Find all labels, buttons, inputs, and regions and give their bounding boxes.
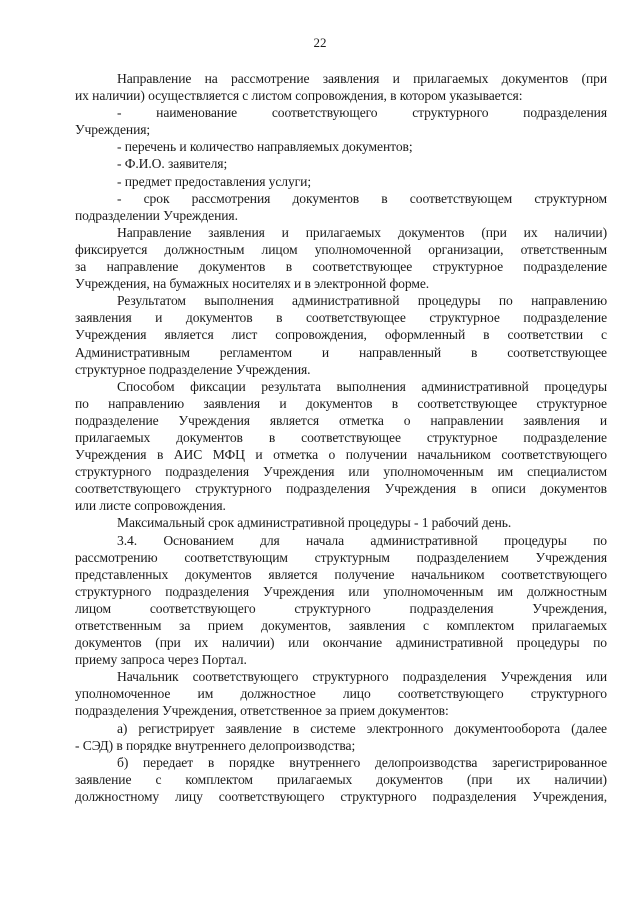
text-line: подразделении Учреждения. [75,207,238,223]
text-line: за направление документов в соответствующее структурное подразделение [75,259,607,275]
text-line: Начальник соответствующего структурного подразделения Учреждения или [117,669,607,685]
text-line: рассмотрению соответствующим структурным подразделением Учреждения [75,549,607,565]
text-line: по направлению заявления и документов в соответствующее структурное [75,395,607,411]
text-line: структурного подразделения Учреждения или уполномоченным им специалистом [75,464,607,480]
text-line: Способом фиксации результата выполнения административной процедуры [117,378,607,394]
text-line: документов (при их наличии) или окончание административной процедуры по [75,635,607,651]
text-line: Учреждения; [75,122,151,138]
text-line: Учреждения является лист сопровождения, оформленный в соответствии с [75,327,607,343]
text-line: - наименование соответствующего структурного подразделения [117,105,607,121]
text-line: представленных документов является получение начальником соответствующего [75,566,607,582]
text-line: соответствующего структурного подразделения Учреждения в описи документов [75,481,607,497]
text-line: фиксируется должностным лицом уполномоченной организации, ответственным [75,241,607,257]
text-line: лицом соответствующего структурного подразделения Учреждения, [75,600,607,616]
text-line: уполномоченное им должностное лицо соответствующего структурного [75,686,607,702]
text-line: ответственным за прием документов, заявления с комплектом прилагаемых [75,618,607,633]
document-body [75,70,607,805]
text-line: Учреждения в АИС МФЦ и отметка о получении начальником соответствующего [75,447,607,463]
text-line: 3.4. Основанием для начала административной процедуры по [117,532,607,548]
text-line: структурное подразделение Учреждения. [75,361,311,377]
text-line: подразделения Учреждения, ответственное за прием документов: [75,703,449,719]
text-line: структурного подразделения Учреждения или уполномоченным им должностным [75,583,607,599]
text-line: заявления и документов в соответствующее структурное подразделение [75,310,607,326]
text-line: заявление с комплектом прилагаемых документов (при их наличии) [75,771,607,787]
text-line: а) регистрирует заявление в системе электронного документооборота (далее [117,720,607,736]
text-line: должностному лицу соответствующего структурного подразделения Учреждения, [75,788,607,804]
text-line: Максимальный срок административной процедуры - 1 рабочий день. [117,515,512,531]
text-line: Направление заявления и прилагаемых документов (при их наличии) [117,224,607,240]
text-line: - перечень и количество направляемых документов; [117,139,413,155]
text-line: Результатом выполнения административной процедуры по направлению [117,293,607,309]
text-line: - предмет предоставления услуги; [117,173,311,189]
text-line: Учреждения, на бумажных носителях и в электронной форме. [75,276,430,292]
text-line: приему запроса через Портал. [75,652,247,668]
page-number: 22 [313,35,327,50]
text-line: - срок рассмотрения документов в соответствующем структурном [117,190,607,206]
text-line: прилагаемых документов в соответствующее структурное подразделение [75,429,607,445]
text-line: или листе сопровождения. [75,498,226,514]
text-line: б) передает в порядке внутреннего делопроизводства зарегистрированное [117,754,607,770]
text-line: Направление на рассмотрение заявления и прилагаемых документов (при [117,71,607,86]
text-line: Административным регламентом и направленный в соответствующее [75,344,607,360]
text-line: - Ф.И.О. заявителя; [117,156,228,172]
text-line: - СЭД) в порядке внутреннего делопроизводства; [75,737,356,753]
text-line: подразделение Учреждения является отметка о направлении заявления и [75,412,607,428]
text-line: их наличии) осуществляется с листом сопровождения, в котором указывается: [75,88,523,104]
